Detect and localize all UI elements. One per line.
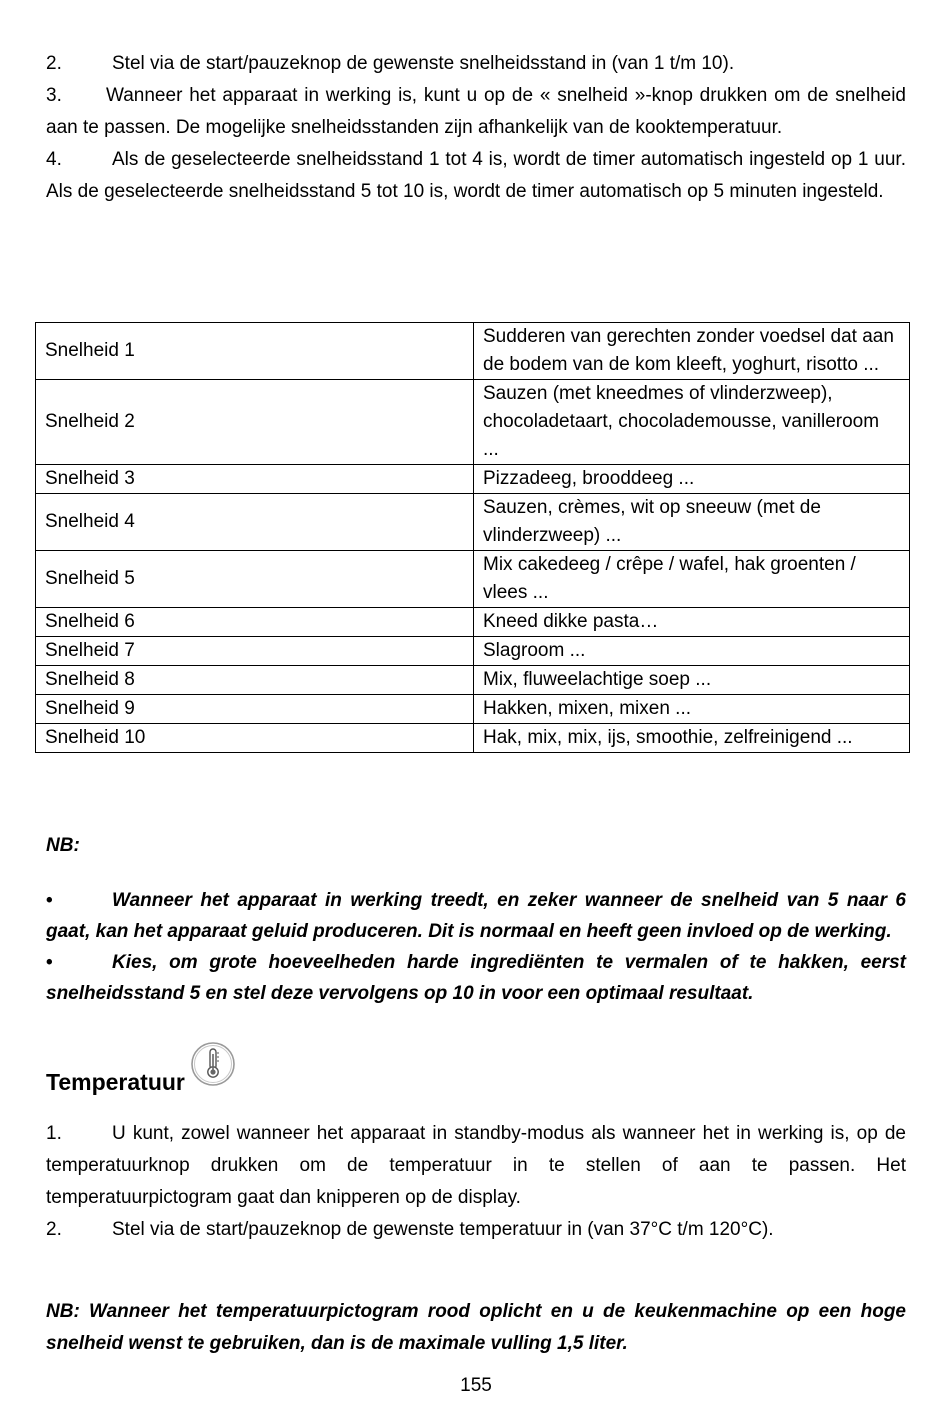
table-row: Snelheid 6 Kneed dikke pasta…: [36, 608, 910, 637]
table-row: Snelheid 10 Hak, mix, mix, ijs, smoothie, zelfreinigend ...: [36, 724, 910, 753]
table-row: Snelheid 4 Sauzen, crèmes, wit op sneeuw (met de vlinderzweep) ...: [36, 494, 910, 551]
temp-step-2: 2. Stel via de start/pauzeknop de gewenste temperatuur in (van 37°C t/m 120°C).: [46, 1219, 774, 1240]
table-row: Snelheid 3 Pizzadeeg, brooddeeg ...: [36, 465, 910, 494]
bullet: •: [46, 890, 53, 911]
speed-instructions: [46, 48, 906, 208]
temperature-heading: [46, 1040, 237, 1096]
nb-title: NB:: [46, 835, 80, 856]
temperature-instructions: [46, 1118, 906, 1246]
bullet: •: [46, 952, 53, 973]
table-row: Snelheid 8 Mix, fluweelachtige soep ...: [36, 666, 910, 695]
list-item: • Wanneer het apparaat in werking treedt, en zeker wanneer de snelheid van 5 naar 6 gaat, kan het apparaat geluid produceren. Dit is normaal en heeft geen invloed op de werking.: [46, 885, 906, 947]
thermometer-icon: [189, 1040, 237, 1088]
speed-table: [35, 322, 910, 753]
table-row: Snelheid 9 Hakken, mixen, mixen ...: [36, 695, 910, 724]
temp-step-1: 1. U kunt, zowel wanneer het apparaat in standby-modus als wanneer het in werking is, op de temperatuurknop drukken om de temperatuur in te stellen of aan te passen. Het temperatuurpictogram gaat dan knipperen op de display.: [46, 1123, 906, 1208]
step-4: 4. Als de geselecteerde snelheidsstand 1 tot 4 is, wordt de timer automatisch ingesteld op 1 uur. Als de geselecteerde snelheidsstand 5 tot 10 is, wordt de timer automatisch op 5 minuten ingesteld.: [46, 149, 906, 202]
step-3: 3. Wanneer het apparaat in werking is, kunt u op de « snelheid »-knop drukken om de snelheid aan te passen. De mogelijke snelheidsstanden zijn afhankelijk van de kooktemperatuur.: [46, 85, 906, 138]
temperature-note: NB: Wanneer het temperatuurpictogram rood oplicht en u de keukenmachine op een hoge snelheid wenst te gebruiken, dan is de maximale vulling 1,5 liter.: [46, 1301, 906, 1354]
table-row: Snelheid 2 Sauzen (met kneedmes of vlinderzweep), chocoladetaart, chocolademousse, vanilleroom ...: [36, 380, 910, 465]
list-item: • Kies, om grote hoeveelheden harde ingrediënten te vermalen of te hakken, eerst snelheidsstand 5 en stel deze vervolgens op 10 in voor een optimaal resultaat.: [46, 947, 906, 1009]
page-number: 155: [460, 1375, 492, 1396]
nb-list: [46, 885, 906, 1009]
section-title: Temperatuur: [46, 1069, 185, 1095]
table-row: Snelheid 7 Slagroom ...: [36, 637, 910, 666]
step-2: 2. Stel via de start/pauzeknop de gewenste snelheidsstand in (van 1 t/m 10).: [46, 53, 735, 74]
table-row: Snelheid 1 Sudderen van gerechten zonder voedsel dat aan de bodem van de kom kleeft, yoghurt, risotto ...: [36, 323, 910, 380]
table-row: Snelheid 5 Mix cakedeeg / crêpe / wafel, hak groenten / vlees ...: [36, 551, 910, 608]
